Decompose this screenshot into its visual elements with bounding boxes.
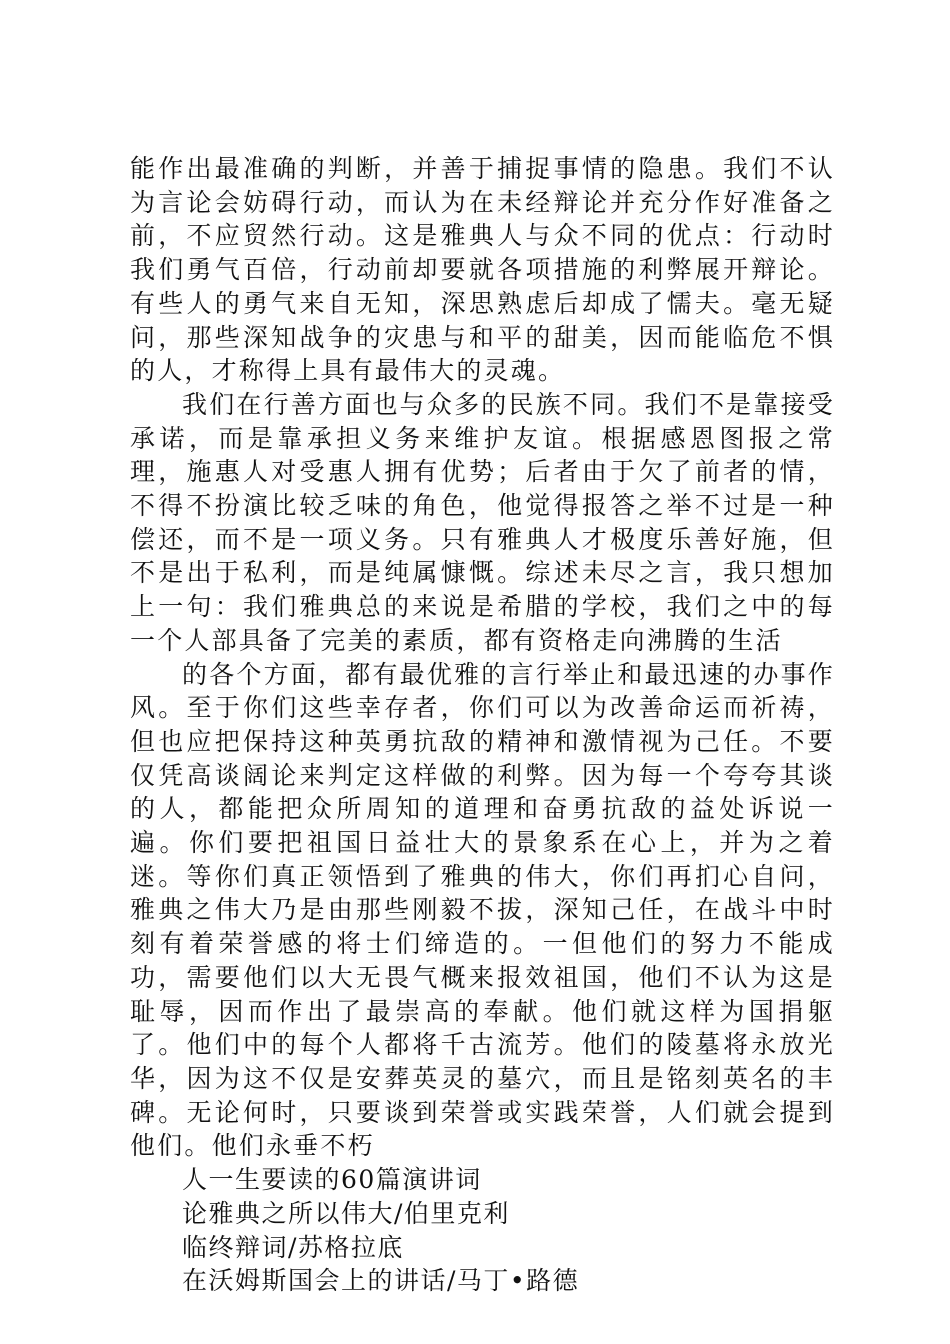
paragraph-1: 能作出最准确的判断，并善于捕捉事情的隐患。我们不认为言论会妨碍行动，而认为在未经辩论并充分作好准备之前，不应贸然行动。这是雅典人与众不同的优点：行动时我们勇气百倍，行动前却要就各项措施的利弊展开辩论。有些人的勇气来自无知，深思熟虑后却成了懦夫。毫无疑问，那些深知战争的灾患与和平的甜美，因而能临危不惧的人，才称得上具有最伟大的灵魂。 <box>130 154 835 386</box>
paragraph-2: 我们在行善方面也与众多的民族不同。我们不是靠接受承诺，而是靠承担义务来维护友谊。根据感恩图报之常理，施惠人对受惠人拥有优势；后者由于欠了前者的情，不得不扮演比较乏味的角色，他觉得报答之举不过是一种偿还，而不是一项义务。只有雅典人才极度乐善好施，但不是出于私利，而是纯属慷慨。综述未尽之言，我只想加上一句：我们雅典总的来说是希腊的学校，我们之中的每一个人部具备了完美的素质，都有资格走向沸腾的生活 <box>130 389 835 655</box>
list-item-2: 论雅典之所以伟大/伯里克利 <box>182 1198 510 1228</box>
paragraph-3: 的各个方面，都有最优雅的言行举止和最迅速的办事作风。至于你们这些幸存者，你们可以为改善命运而祈祷，但也应把保持这种英勇抗敌的精神和激情视为己任。不要仅凭高谈阔论来判定这样做的利弊。因为每一个夸夸其谈的人，都能把众所周知的道理和奋勇抗敌的益处诉说一遍。你们要把祖国日益壮大的景象系在心上，并为之着迷。等你们真正领悟到了雅典的伟大，你们再扪心自问，雅典之伟大乃是由那些刚毅不拔，深知己任，在战斗中时刻有着荣誉感的将士们缔造的。一但他们的努力不能成功，需要他们以大无畏气概来报效祖国，他们不认为这是耻辱，因而作出了最崇高的奉献。他们就这样为国捐躯了。他们中的每个人都将千古流芳。他们的陵墓将永放光华，因为这不仅是安葬英灵的墓穴，而且是铭刻英名的丰碑。无论何时，只要谈到荣誉或实践荣誉，人们就会提到他们。他们永垂不朽 <box>130 659 835 1161</box>
document-page <box>130 152 835 1298</box>
list-item-3: 临终辩词/苏格拉底 <box>182 1232 404 1262</box>
list-item-1: 人一生要读的60篇演讲词 <box>182 1165 482 1195</box>
list-item-4: 在沃姆斯国会上的讲话/马丁•路德 <box>182 1266 580 1296</box>
